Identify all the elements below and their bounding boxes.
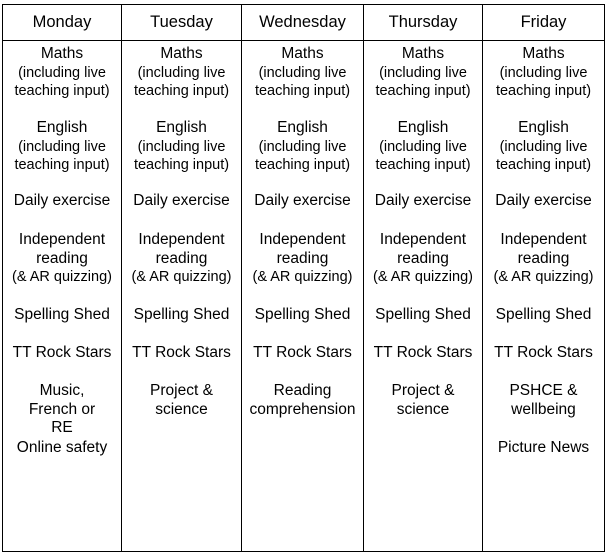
activity-title: Maths <box>522 45 565 62</box>
activity-cell <box>364 382 482 439</box>
day-header: Thursday <box>364 5 482 41</box>
day-column-monday <box>3 5 122 551</box>
activity-cell <box>122 119 241 192</box>
activity-title: Independent reading <box>500 231 587 267</box>
activity-title: English <box>277 119 328 136</box>
activity-cell <box>122 192 241 231</box>
day-column-thursday <box>364 5 483 551</box>
day-column-wednesday <box>242 5 364 551</box>
activity-cell <box>3 439 121 477</box>
activity-title: TT Rock Stars <box>494 344 593 361</box>
activity-cell <box>364 192 482 231</box>
activity-title: Spelling Shed <box>495 306 592 323</box>
activity-cell <box>364 119 482 192</box>
activity-cell <box>364 439 482 477</box>
activity-title: English <box>36 119 88 136</box>
activity-note: (including live teaching input) <box>133 64 230 99</box>
activity-cell <box>3 306 121 344</box>
activity-cell <box>3 382 121 439</box>
activity-note: (including live teaching input) <box>254 138 351 173</box>
activity-title: Spelling Shed <box>254 306 351 323</box>
day-activities <box>3 41 121 551</box>
activity-cell <box>122 439 241 477</box>
activity-cell <box>122 45 241 119</box>
activity-title: Project & science <box>150 382 213 418</box>
activity-cell <box>483 439 604 477</box>
activity-title: Spelling Shed <box>14 306 110 323</box>
activity-note: (& AR quizzing) <box>131 269 232 285</box>
activity-cell <box>242 344 363 382</box>
activity-cell <box>3 45 121 119</box>
day-header: Tuesday <box>122 5 241 41</box>
activity-title: Maths <box>281 45 324 62</box>
activity-note: (& AR quizzing) <box>12 269 112 285</box>
activity-cell <box>3 344 121 382</box>
activity-cell <box>122 231 241 306</box>
activity-title: Online safety <box>16 439 108 456</box>
activity-note: (including live teaching input) <box>375 64 471 99</box>
activity-cell <box>122 306 241 344</box>
activity-cell <box>483 306 604 344</box>
activity-note: (& AR quizzing) <box>373 269 473 285</box>
day-activities <box>122 41 241 551</box>
activity-cell <box>242 231 363 306</box>
activity-title: Independent reading <box>138 231 225 267</box>
day-header: Wednesday <box>242 5 363 41</box>
day-column-tuesday <box>122 5 242 551</box>
activity-title: English <box>156 119 207 136</box>
activity-note: (including live teaching input) <box>14 64 110 99</box>
day-header: Monday <box>3 5 121 41</box>
day-activities <box>483 41 604 551</box>
activity-title: Maths <box>40 45 84 62</box>
activity-title: Spelling Shed <box>375 306 471 323</box>
activity-cell <box>483 231 604 306</box>
activity-title: English <box>397 119 449 136</box>
activity-title: Spelling Shed <box>133 306 230 323</box>
activity-note: (& AR quizzing) <box>493 269 594 285</box>
activity-title: Reading comprehension <box>249 382 356 418</box>
activity-title: Picture News <box>497 439 590 456</box>
activity-note: (including live teaching input) <box>495 64 592 99</box>
activity-note: (including live teaching input) <box>375 138 471 173</box>
activity-title: TT Rock Stars <box>373 344 473 361</box>
activity-title: Daily exercise <box>254 192 351 209</box>
activity-title: TT Rock Stars <box>12 344 112 361</box>
activity-cell <box>122 344 241 382</box>
activity-cell <box>242 45 363 119</box>
activity-cell <box>242 306 363 344</box>
activity-title: Daily exercise <box>495 192 592 209</box>
activity-title: Independent reading <box>18 231 106 267</box>
activity-cell <box>242 119 363 192</box>
activity-note: (including live teaching input) <box>254 64 351 99</box>
activity-note: (including live teaching input) <box>495 138 592 173</box>
activity-cell <box>483 344 604 382</box>
activity-note: (including live teaching input) <box>14 138 110 173</box>
weekly-timetable <box>2 4 605 552</box>
activity-cell <box>364 231 482 306</box>
activity-cell <box>364 306 482 344</box>
activity-cell <box>483 45 604 119</box>
activity-cell <box>364 45 482 119</box>
activity-title: Daily exercise <box>374 192 472 209</box>
activity-cell <box>122 382 241 439</box>
activity-cell <box>242 382 363 439</box>
activity-cell <box>3 119 121 192</box>
activity-title: Maths <box>401 45 445 62</box>
activity-title: Music, French or RE <box>28 382 96 436</box>
day-activities <box>242 41 363 551</box>
activity-title: English <box>518 119 569 136</box>
activity-note: (& AR quizzing) <box>252 269 353 285</box>
activity-cell <box>3 231 121 306</box>
activity-title: Independent reading <box>379 231 467 267</box>
activity-cell <box>483 382 604 439</box>
activity-title: Daily exercise <box>13 192 111 209</box>
activity-note: (including live teaching input) <box>133 138 230 173</box>
activity-title: Daily exercise <box>133 192 230 209</box>
day-column-friday <box>483 5 604 551</box>
activity-title: TT Rock Stars <box>253 344 352 361</box>
activity-cell <box>242 439 363 477</box>
activity-title: TT Rock Stars <box>132 344 231 361</box>
activity-cell <box>364 344 482 382</box>
activity-cell <box>242 192 363 231</box>
activity-title: PSHCE & wellbeing <box>509 382 578 418</box>
activity-title: Project & science <box>391 382 455 418</box>
day-header: Friday <box>483 5 604 41</box>
activity-title: Independent reading <box>259 231 346 267</box>
activity-title: Maths <box>160 45 203 62</box>
activity-cell <box>483 119 604 192</box>
day-activities <box>364 41 482 551</box>
activity-cell <box>483 192 604 231</box>
activity-cell <box>3 192 121 231</box>
